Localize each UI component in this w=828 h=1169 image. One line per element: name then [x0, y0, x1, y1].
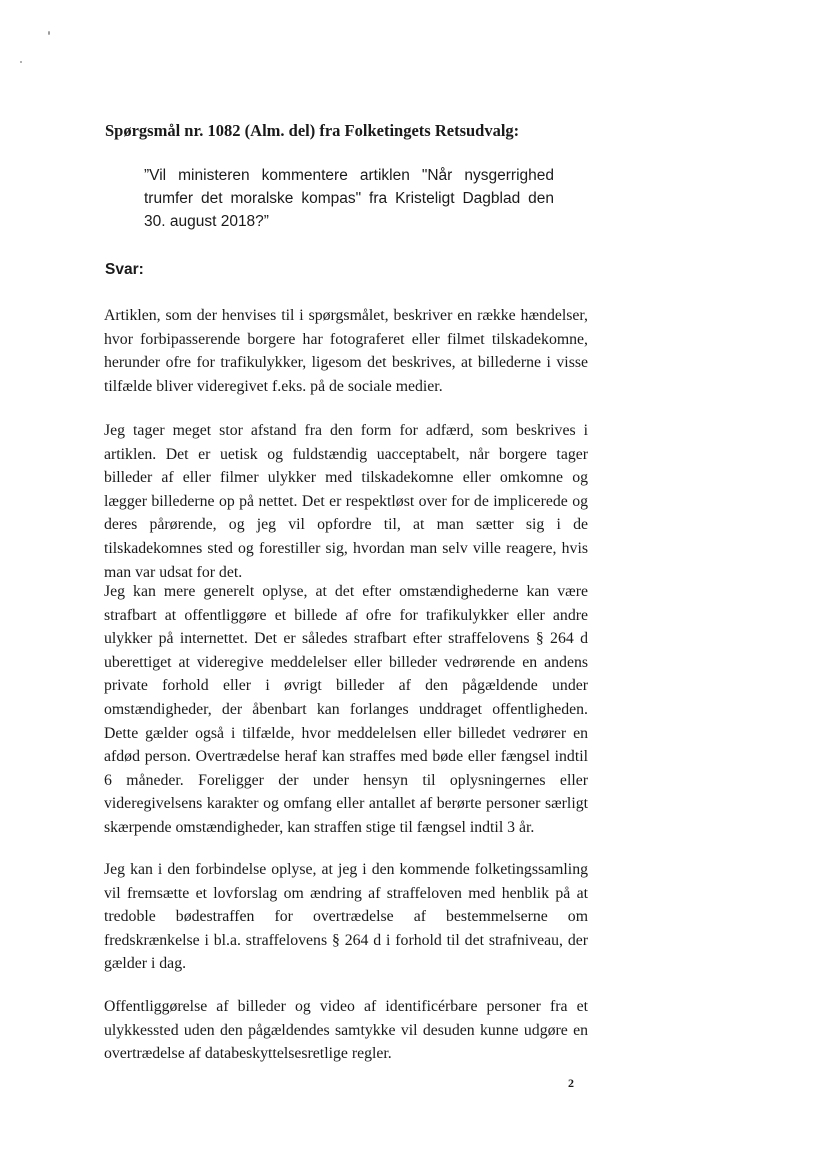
answer-paragraph-1: Artiklen, som der henvises til i spørgsmålet, beskriver en række hændelser, hvor forbipasserende borgere har fotograferet eller filmet tilskadekomne, herunder ofre for trafikulykker, ligesom det beskrives, at billederne i visse tilfælde bliver videregivet f.eks. på de sociale medier. — [104, 307, 588, 395]
answer-paragraph-4: Jeg kan i den forbindelse oplyse, at jeg i den kommende folketingssamling vil fremsætte et lovforslag om ændring af straffeloven med henblik på at tredoble bødestraffen for overtrædelse af bestemmelserne om fredskrænkelse i bl.a. straffelovens § 264 d i forhold til det strafniveau, der gælder i dag. — [104, 861, 588, 973]
answer-paragraph-3: Jeg kan mere generelt oplyse, at det efter omstændighederne kan være strafbart at offentliggøre et billede af ofre for trafikulykker eller andre ulykker på internettet. Det er således strafbart efter straffelovens § 264 d uberettiget at videregive meddelelser eller billeder vedrørende en andens private forhold eller i øvrigt billeder af den pågældende under omstændigheder, der åbenbart kan forlanges unddraget offentligheden. Dette gælder også i tilfælde, hvor meddelelsen eller billedet vedrører en afdød person. Overtrædelse heraf kan straffes med bøde eller fængsel indtil 6 måneder. Foreligger der under hensyn til oplysningernes eller videregivelsens karakter og omfang eller antallet af berørte personer særligt skærpende omstændigheder, kan straffen stige til fængsel indtil 3 år. — [104, 583, 588, 836]
answer-heading: Svar: — [105, 261, 144, 278]
page-number: 2 — [568, 1076, 574, 1090]
question-heading: Spørgsmål nr. 1082 (Alm. del) fra Folketingets Retsudvalg: — [105, 121, 520, 140]
scan-speck — [48, 31, 50, 35]
answer-paragraph-5: Offentliggørelse af billeder og video af identificérbare personer fra et ulykkessted uden den pågældendes samtykke vil desuden kunne udgøre en overtrædelse af databeskyttelsesretlige regler. — [104, 998, 588, 1063]
answer-paragraph-2: Jeg tager meget stor afstand fra den form for adfærd, som beskrives i artiklen. Det er uetisk og fuldstændig uacceptabelt, når borgere tager billeder af eller filmer ulykker med tilskadekomne eller omkomne og lægger billederne op på nettet. Det er respektløst over for de implicerede og deres pårørende, og jeg vil opfordre til, at man sætter sig i de tilskadekomnes sted og forestiller sig, hvordan man selv ville reagere, hvis man var udsat for det. — [104, 422, 588, 581]
scan-speck — [20, 61, 22, 63]
question-text: ”Vil ministeren kommentere artiklen "Når nysgerrighed trumfer det moralske kompas" fra Kristeligt Dagblad den 30. august 2018?” — [144, 167, 554, 230]
